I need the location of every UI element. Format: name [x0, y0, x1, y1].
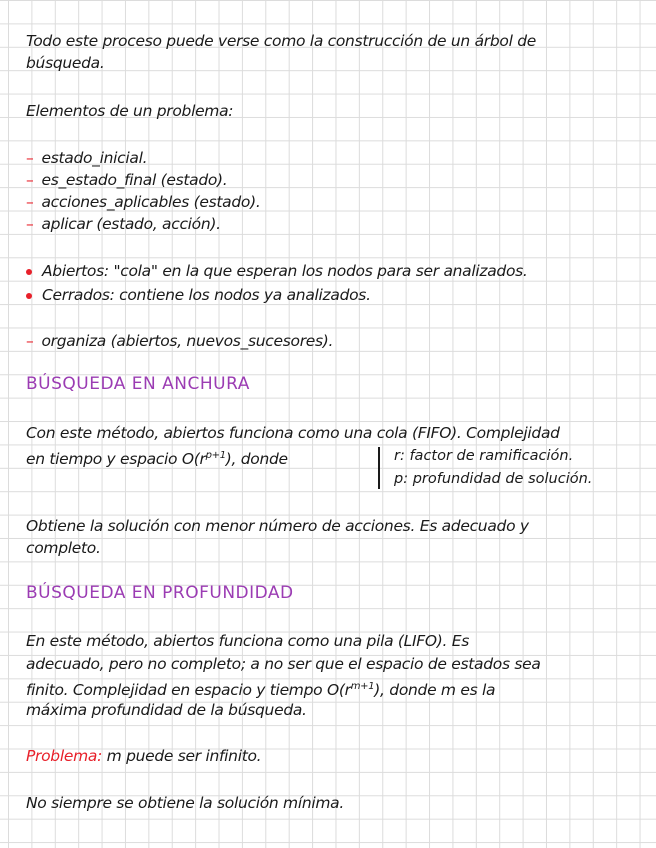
function-item: – es_estado_final (estado).: [26, 171, 228, 189]
list-item-abiertos: Abiertos: "cola" en la que esperan los nodos para ser analizados.: [26, 260, 650, 282]
heading-bfs: BÚSQUEDA EN ANCHURA: [26, 374, 250, 394]
dfs-line-4: máxima profundidad de la búsqueda.: [26, 701, 307, 719]
dfs-line-2: adecuado, pero no completo; a no ser que el espacio de estados sea: [26, 655, 541, 673]
bullet-dot-icon: [26, 293, 32, 299]
definition-bracket: [378, 447, 392, 489]
heading-dfs: BÚSQUEDA EN PROFUNDIDAD: [26, 583, 294, 603]
function-item: – estado_inicial.: [26, 149, 148, 167]
intro-line-2: búsqueda.: [26, 54, 105, 72]
function-item: – acciones_aplicables (estado).: [26, 193, 261, 211]
def-r: r: factor de ramificación.: [394, 448, 574, 464]
dash-marker: –: [26, 171, 34, 189]
problem-label: Problema:: [26, 747, 103, 765]
organiza-item: – organiza (abiertos, nuevos_sucesores).: [26, 332, 334, 350]
list-item-cerrados: Cerrados: contiene los nodos ya analizados.: [26, 284, 650, 306]
bfs-line-1: Con este método, abiertos funciona como una cola (FIFO). Complejidad: [26, 424, 560, 442]
bfs-note-2: completo.: [26, 539, 101, 557]
dash-marker: –: [26, 193, 34, 211]
elements-title: Elementos de un problema:: [26, 102, 234, 120]
bfs-note-1: Obtiene la solución con menor número de acciones. Es adecuado y: [26, 517, 529, 535]
final-note: No siempre se obtiene la solución mínima.: [26, 794, 345, 812]
dash-marker: –: [26, 149, 34, 167]
dfs-line-3: finito. Complejidad en espacio y tiempo $O(r^{m+1})$, donde m es la: [26, 681, 496, 700]
bfs-line-2: en tiempo y espacio $O(r^{p+1})$, donde: [26, 450, 288, 469]
dash-marker: –: [26, 215, 34, 233]
problem-note: Problema: m puede ser infinito.: [26, 747, 262, 765]
intro-line-1: Todo este proceso puede verse como la construcción de un árbol de: [26, 32, 536, 50]
bullet-dot-icon: [26, 269, 32, 275]
dfs-line-1: En este método, abiertos funciona como una pila (LIFO). Es: [26, 632, 470, 650]
function-item: – aplicar (estado, acción).: [26, 215, 221, 233]
def-p: p: profundidad de solución.: [394, 471, 593, 487]
dash-marker: –: [26, 332, 34, 350]
